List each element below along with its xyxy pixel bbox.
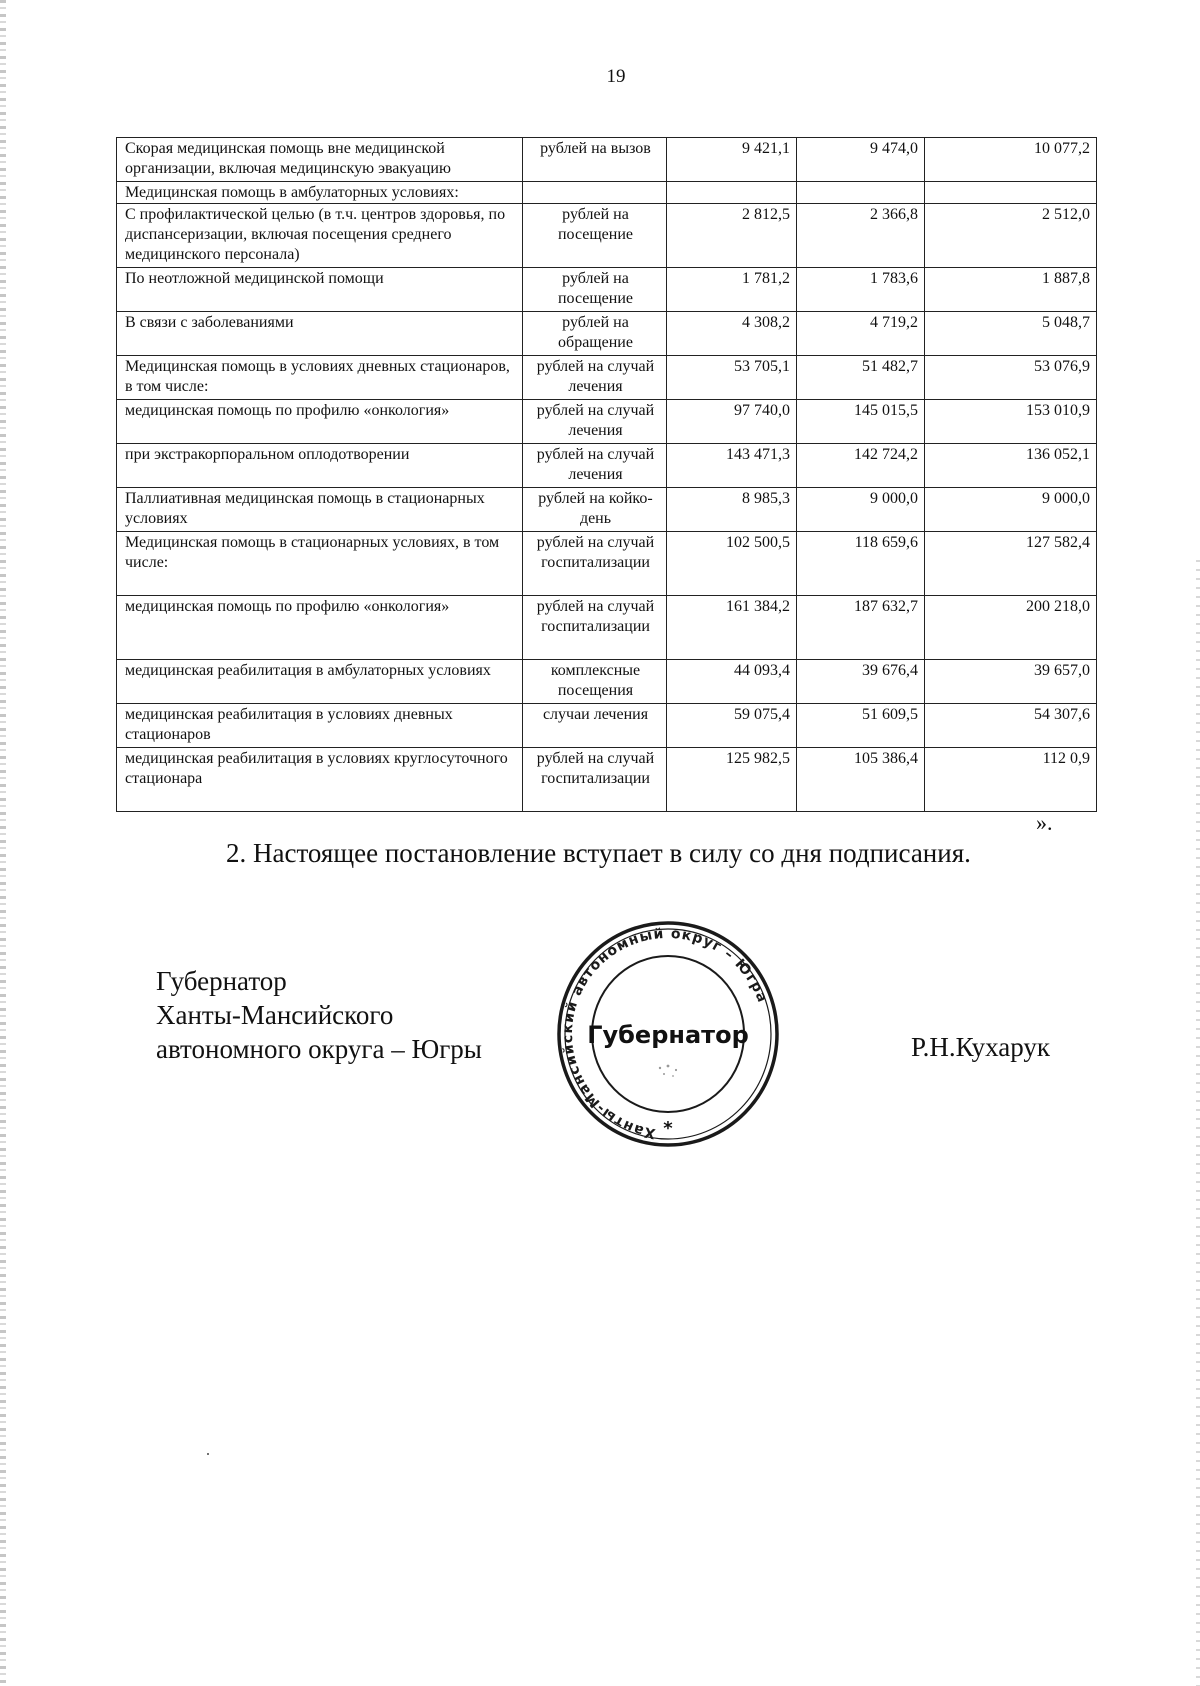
unit-cell: рублей на посещение [523, 204, 667, 268]
table-row [117, 182, 1097, 204]
unit-cell: рублей на случай лечения [523, 400, 667, 444]
value-cell-year-1: 2 812,5 [667, 204, 797, 268]
signatory-name: Р.Н.Кухарук [911, 1032, 1051, 1062]
tariff-table-body [117, 138, 1097, 812]
value-cell-year-2: 145 015,5 [797, 400, 925, 444]
unit-cell: комплексные посещения [523, 660, 667, 704]
value-cell-year-1: 125 982,5 [667, 748, 797, 812]
scan-speck [207, 1453, 209, 1455]
value-cell-year-2: 51 482,7 [797, 356, 925, 400]
value-cell-year-3: 9 000,0 [925, 488, 1097, 532]
value-cell-year-1: 59 075,4 [667, 704, 797, 748]
value-cell-year-1: 161 384,2 [667, 596, 797, 660]
unit-cell: рублей на случай госпитализации [523, 532, 667, 596]
table-row [117, 138, 1097, 182]
table-row [117, 400, 1097, 444]
unit-cell: случаи лечения [523, 704, 667, 748]
unit-cell: рублей на случай лечения [523, 444, 667, 488]
service-name-cell: По неотложной медицинской помощи [117, 268, 523, 312]
service-name-cell: медицинская реабилитация в условиях дневных стационаров [117, 704, 523, 748]
signatory-title [156, 964, 482, 1066]
unit-cell: рублей на обращение [523, 312, 667, 356]
table-row [117, 596, 1097, 660]
value-cell-year-2: 118 659,6 [797, 532, 925, 596]
page-number: 19 [606, 66, 626, 87]
unit-cell: рублей на случай госпитализации [523, 596, 667, 660]
official-seal [556, 920, 780, 1148]
value-cell-year-1: 102 500,5 [667, 532, 797, 596]
value-cell-year-2: 9 474,0 [797, 138, 925, 182]
value-cell-year-3: 10 077,2 [925, 138, 1097, 182]
service-name-cell: медицинская помощь по профилю «онкология» [117, 596, 523, 660]
closing-quote: ». [1036, 810, 1053, 835]
table-row [117, 268, 1097, 312]
service-name-cell: Медицинская помощь в условиях дневных стационаров, в том числе: [117, 356, 523, 400]
value-cell-year-3: 5 048,7 [925, 312, 1097, 356]
value-cell-year-2: 2 366,8 [797, 204, 925, 268]
unit-cell: рублей на посещение [523, 268, 667, 312]
value-cell-year-3: 53 076,9 [925, 356, 1097, 400]
value-cell-year-3: 54 307,6 [925, 704, 1097, 748]
value-cell-year-3: 2 512,0 [925, 204, 1097, 268]
service-name-cell: Скорая медицинская помощь вне медицинской организации, включая медицинскую эвакуацию [117, 138, 523, 182]
value-cell-year-3: 200 218,0 [925, 596, 1097, 660]
value-cell-year-1: 143 471,3 [667, 444, 797, 488]
table-row [117, 660, 1097, 704]
table-row [117, 488, 1097, 532]
unit-cell: рублей на случай лечения [523, 356, 667, 400]
service-name-cell: Медицинская помощь в стационарных условиях, в том числе: [117, 532, 523, 596]
value-cell-year-1: 4 308,2 [667, 312, 797, 356]
value-cell-year-2 [797, 182, 925, 204]
value-cell-year-2: 39 676,4 [797, 660, 925, 704]
value-cell-year-1: 1 781,2 [667, 268, 797, 312]
table-row [117, 444, 1097, 488]
value-cell-year-1: 9 421,1 [667, 138, 797, 182]
unit-cell [523, 182, 667, 204]
seal-center-text: Губернатор [587, 1021, 749, 1049]
service-name-cell: медицинская реабилитация в условиях круглосуточного стационара [117, 748, 523, 812]
service-name-cell: Паллиативная медицинская помощь в стационарных условиях [117, 488, 523, 532]
value-cell-year-2: 187 632,7 [797, 596, 925, 660]
seal-ring-text: Ханты-Мансийский автономный округ – Югра [559, 925, 771, 1142]
value-cell-year-1: 8 985,3 [667, 488, 797, 532]
value-cell-year-2: 4 719,2 [797, 312, 925, 356]
service-name-cell: Медицинская помощь в амбулаторных условиях: [117, 182, 523, 204]
service-name-cell: В связи с заболеваниями [117, 312, 523, 356]
value-cell-year-2: 142 724,2 [797, 444, 925, 488]
value-cell-year-3: 127 582,4 [925, 532, 1097, 596]
service-name-cell: медицинская реабилитация в амбулаторных условиях [117, 660, 523, 704]
seal-speckles [659, 1065, 677, 1077]
signatory-title-line: Губернатор [156, 966, 287, 996]
tariff-table [116, 137, 1097, 812]
table-row [117, 356, 1097, 400]
value-cell-year-2: 105 386,4 [797, 748, 925, 812]
value-cell-year-2: 9 000,0 [797, 488, 925, 532]
unit-cell: рублей на вызов [523, 138, 667, 182]
clause-text: 2. Настоящее постановление вступает в силу со дня подписания. [226, 838, 971, 868]
table-row [117, 532, 1097, 596]
value-cell-year-3: 39 657,0 [925, 660, 1097, 704]
table-row [117, 204, 1097, 268]
table-row [117, 312, 1097, 356]
service-name-cell: С профилактической целью (в т.ч. центров здоровья, по диспансеризации, включая посещения среднего медицинского персонала) [117, 204, 523, 268]
unit-cell: рублей на койко-день [523, 488, 667, 532]
value-cell-year-1: 44 093,4 [667, 660, 797, 704]
value-cell-year-3: 136 052,1 [925, 444, 1097, 488]
value-cell-year-1 [667, 182, 797, 204]
unit-cell: рублей на случай госпитализации [523, 748, 667, 812]
scan-edge-left [0, 0, 6, 1686]
signatory-title-line: автономного округа – Югры [156, 1034, 482, 1064]
value-cell-year-3: 153 010,9 [925, 400, 1097, 444]
seal-star: * [663, 1118, 673, 1139]
value-cell-year-3: 1 887,8 [925, 268, 1097, 312]
service-name-cell: при экстракорпоральном оплодотворении [117, 444, 523, 488]
scan-edge-right [1196, 560, 1200, 1686]
value-cell-year-1: 97 740,0 [667, 400, 797, 444]
signatory-title-line: Ханты-Мансийского [156, 1000, 394, 1030]
value-cell-year-2: 51 609,5 [797, 704, 925, 748]
value-cell-year-1: 53 705,1 [667, 356, 797, 400]
table-row [117, 748, 1097, 812]
value-cell-year-2: 1 783,6 [797, 268, 925, 312]
table-row [117, 704, 1097, 748]
value-cell-year-3 [925, 182, 1097, 204]
service-name-cell: медицинская помощь по профилю «онкология» [117, 400, 523, 444]
value-cell-year-3: 112 0,9 [925, 748, 1097, 812]
